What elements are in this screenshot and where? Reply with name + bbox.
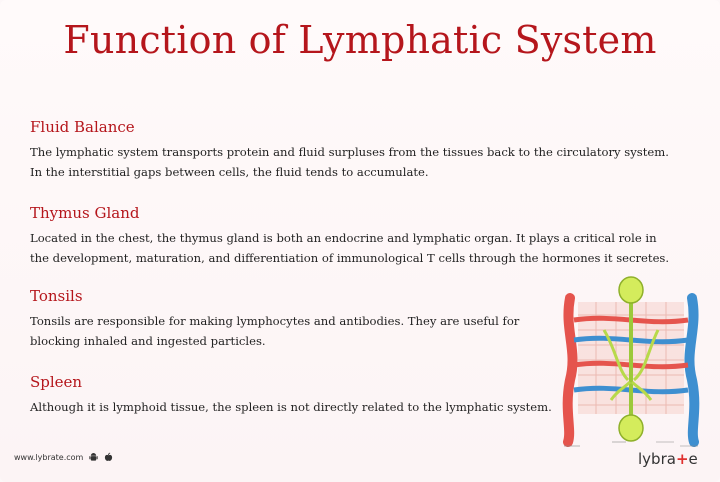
section-body	[30, 142, 690, 182]
section-heading: Spleen	[30, 373, 83, 391]
section-fluid-balance	[30, 118, 690, 182]
section-body	[30, 311, 540, 351]
brand-logo	[638, 450, 698, 468]
brand-mark: +	[675, 450, 689, 468]
section-heading: Thymus Gland	[30, 204, 140, 222]
body-line: The lymphatic system transports protein and fluid surpluses from the tissues back to the circulatory system.	[30, 145, 669, 159]
body-line: In the interstitial gaps between cells, the fluid tends to accumulate.	[30, 165, 429, 179]
footer-left	[14, 452, 113, 462]
lymphatic-system-diagram	[556, 270, 706, 452]
section-body	[30, 228, 690, 268]
section-heading: Fluid Balance	[30, 118, 135, 136]
body-line: Tonsils are responsible for making lymphocytes and antibodies. They are useful for	[30, 314, 520, 328]
page-title: Function of Lymphatic System	[63, 18, 657, 62]
section-tonsils	[30, 287, 540, 351]
body-line: blocking inhaled and ingested particles.	[30, 334, 266, 348]
android-icon	[89, 452, 98, 462]
body-line: Located in the chest, the thymus gland is both an endocrine and lymphatic organ. It plays a critical role in	[30, 231, 657, 245]
website-url[interactable]: www.lybrate.com	[14, 452, 84, 462]
section-thymus-gland	[30, 204, 690, 268]
brand-prefix: lybra	[638, 450, 676, 468]
body-line: the development, maturation, and differentiation of immunological T cells through the hormones it secretes.	[30, 251, 670, 265]
section-heading: Tonsils	[30, 287, 83, 305]
apple-icon	[104, 452, 113, 462]
body-line: Although it is lymphoid tissue, the spleen is not directly related to the lymphatic system.	[30, 400, 552, 414]
brand-suffix: e	[688, 450, 698, 468]
